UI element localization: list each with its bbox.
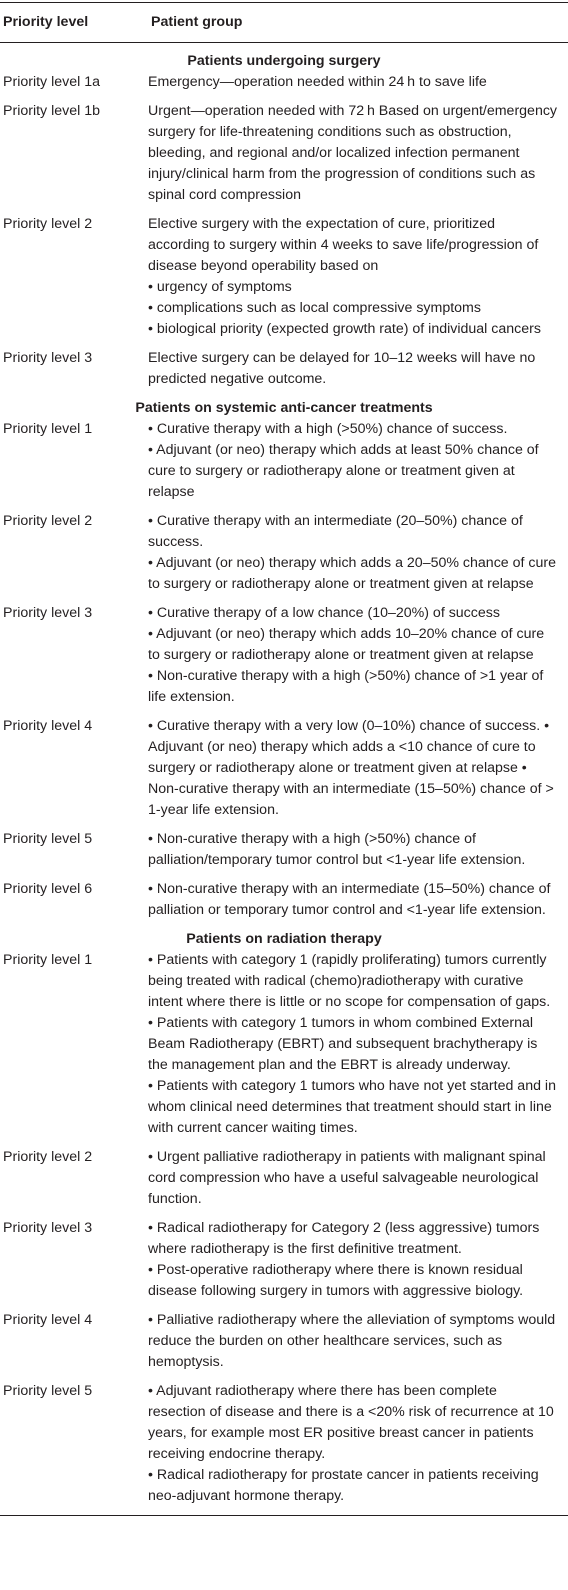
section-header-row bbox=[0, 43, 568, 73]
patient-group-line: Elective surgery can be delayed for 10–12 weeks will have no predicted negative outcome. bbox=[148, 350, 536, 387]
table-row bbox=[0, 879, 568, 929]
patient-group-cell bbox=[148, 1147, 568, 1218]
patient-group-line: • Palliative radiotherapy where the alleviation of symptoms would reduce the burden on other healthcare services, such as hemoptysis. bbox=[148, 1312, 556, 1370]
patient-group-cell bbox=[148, 879, 568, 929]
priority-level-cell: Priority level 2 bbox=[3, 513, 93, 529]
patient-group-cell bbox=[148, 72, 568, 101]
table-row bbox=[0, 348, 568, 398]
patient-group-line: • Adjuvant radiotherapy where there has been complete resection of disease and there is a <20% risk of recurrence at 10 years, for example most ER positive breast cancer in patients receiving endocrine therapy. bbox=[148, 1383, 554, 1462]
priority-level-cell: Priority level 5 bbox=[3, 831, 93, 847]
patient-group-line: Urgent—operation needed with 72 h Based on urgent/emergency surgery for life-threatening conditions such as obstruction, bleeding, and regional and/or localized infection permanent injury/clinical harm from the progression of conditions such as spinal cord compression bbox=[148, 103, 558, 203]
section-title: Patients on radiation therapy bbox=[186, 931, 382, 947]
patient-group-cell bbox=[148, 101, 568, 214]
table-row bbox=[0, 603, 568, 716]
priority-level-cell: Priority level 3 bbox=[3, 1220, 93, 1236]
priority-level-cell: Priority level 1 bbox=[3, 421, 93, 437]
table-row bbox=[0, 72, 568, 101]
patient-group-line: • Non-curative therapy with an intermediate (15–50%) chance of palliation or temporary tumor control and <1-year life extension. bbox=[148, 881, 551, 918]
patient-group-line: • Curative therapy with a very low (0–10%) chance of success. • Adjuvant (or neo) therapy which adds a <10 chance of cure to surgery or radiotherapy alone or treatment given at relapse • Non-curative therapy with an intermediate (15–50%) chance of > 1-year life extension. bbox=[148, 718, 554, 818]
section-title: Patients on systemic anti-cancer treatments bbox=[135, 400, 433, 416]
table-row bbox=[0, 419, 568, 511]
table-row bbox=[0, 214, 568, 348]
patient-group-line: • Curative therapy with an intermediate (20–50%) chance of success. bbox=[148, 513, 523, 550]
patient-group-line: • complications such as local compressive symptoms bbox=[148, 300, 481, 316]
patient-group-line: Elective surgery with the expectation of cure, prioritized according to surgery within 4 weeks to save life/progression of disease beyond operability based on bbox=[148, 216, 539, 274]
priority-level-cell: Priority level 3 bbox=[3, 350, 93, 366]
priority-level-cell: Priority level 1b bbox=[3, 103, 100, 119]
patient-group-line: • Non-curative therapy with a high (>50%) chance of palliation/temporary tumor control but <1-year life extension. bbox=[148, 831, 526, 868]
table-row bbox=[0, 716, 568, 829]
priority-level-cell: Priority level 5 bbox=[0, 1381, 148, 1516]
patient-group-cell bbox=[148, 348, 568, 398]
table-row bbox=[0, 829, 568, 879]
patient-group-line: • Adjuvant (or neo) therapy which adds 10–20% chance of cure to surgery or radiotherapy alone or treatment given at relapse bbox=[148, 626, 545, 663]
patient-group-line: • urgency of symptoms bbox=[148, 279, 292, 295]
patient-group-cell bbox=[148, 419, 568, 511]
patient-group-line: • Urgent palliative radiotherapy in patients with malignant spinal cord compression who have a useful salvageable neurological function. bbox=[148, 1149, 546, 1207]
priority-level-cell: Priority level 2 bbox=[3, 1149, 93, 1165]
patient-group-line: • Patients with category 1 (rapidly proliferating) tumors currently being treated with radical (chemo)radiotherapy with curative intent where there is little or no scope for compensation of gaps. bbox=[148, 952, 551, 1010]
priority-level-cell: Priority level 1 bbox=[3, 952, 93, 968]
patient-group-cell bbox=[148, 950, 568, 1147]
patient-group-line: • Curative therapy with a high (>50%) chance of success. bbox=[148, 421, 508, 437]
patient-group-line: • Adjuvant (or neo) therapy which adds at least 50% chance of cure to surgery or radiotherapy alone or treatment given at relapse bbox=[148, 442, 539, 500]
patient-group-cell bbox=[148, 829, 568, 879]
patient-group-line: • Patients with category 1 tumors who have not yet started and in whom clinical need determines that treatment should start in line with current cancer waiting times. bbox=[148, 1078, 556, 1136]
table-row bbox=[0, 1218, 568, 1310]
patient-group-line: • biological priority (expected growth rate) of individual cancers bbox=[148, 321, 541, 337]
patient-group-line: • Adjuvant (or neo) therapy which adds a 20–50% chance of cure to surgery or radiotherapy alone or treatment given at relapse bbox=[148, 555, 556, 592]
patient-group-line: • Post-operative radiotherapy where there is known residual disease following surgery in tumors with aggressive biology. bbox=[148, 1262, 524, 1299]
table-row bbox=[0, 511, 568, 603]
patient-group-cell bbox=[148, 716, 568, 829]
patient-group-cell bbox=[148, 1381, 568, 1516]
header-patient-group: Patient group bbox=[148, 3, 568, 43]
table-body bbox=[0, 43, 568, 1516]
table-row bbox=[0, 1381, 568, 1516]
patient-group-line: • Patients with category 1 tumors in whom combined External Beam Radiotherapy (EBRT) and subsequent brachytherapy is the management plan and the EBRT is already underway. bbox=[148, 1015, 538, 1073]
priority-level-cell: Priority level 3 bbox=[3, 605, 93, 621]
table-row bbox=[0, 1147, 568, 1218]
priority-level-cell: Priority level 2 bbox=[3, 216, 93, 232]
patient-group-cell bbox=[148, 214, 568, 348]
priority-level-cell: Priority level 4 bbox=[3, 1312, 93, 1328]
section-title: Patients undergoing surgery bbox=[187, 53, 381, 69]
table-row bbox=[0, 101, 568, 214]
patient-group-line: • Radical radiotherapy for prostate cancer in patients receiving neo-adjuvant hormone therapy. bbox=[148, 1467, 539, 1504]
priority-table bbox=[0, 2, 568, 1516]
patient-group-line: • Radical radiotherapy for Category 2 (less aggressive) tumors where radiotherapy is the first definitive treatment. bbox=[148, 1220, 540, 1257]
patient-group-line: • Curative therapy of a low chance (10–20%) of success bbox=[148, 605, 500, 621]
patient-group-cell bbox=[148, 511, 568, 603]
patient-group-line: • Non-curative therapy with a high (>50%) chance of >1 year of life extension. bbox=[148, 668, 544, 705]
patient-group-cell bbox=[148, 1218, 568, 1310]
section-header-row bbox=[0, 398, 568, 419]
header-priority-level: Priority level bbox=[0, 3, 148, 43]
table-row bbox=[0, 1310, 568, 1381]
section-header-row bbox=[0, 929, 568, 950]
priority-level-cell: Priority level 6 bbox=[3, 881, 93, 897]
patient-group-cell bbox=[148, 603, 568, 716]
table-row bbox=[0, 950, 568, 1147]
priority-level-cell: Priority level 1a bbox=[3, 74, 100, 90]
patient-group-cell bbox=[148, 1310, 568, 1381]
priority-level-cell: Priority level 4 bbox=[3, 718, 93, 734]
table-header bbox=[0, 3, 568, 43]
patient-group-line: Emergency—operation needed within 24 h to save life bbox=[148, 74, 487, 90]
